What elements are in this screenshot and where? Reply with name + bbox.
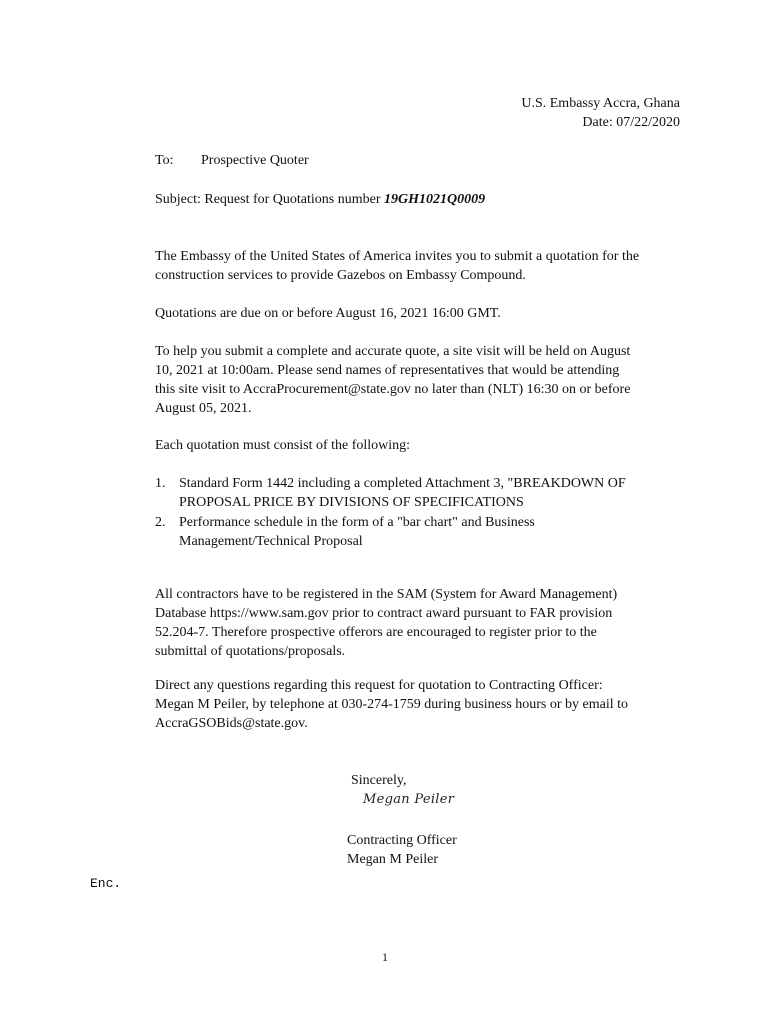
paragraph-line: Quotations are due on or before August 16, 2021 16:00 GMT. [155, 306, 501, 321]
list-line: PROPOSAL PRICE BY DIVISIONS OF SPECIFICATIONS [179, 495, 524, 510]
requirements-list [155, 474, 685, 551]
rfq-number: 19GH1021Q0009 [384, 192, 486, 207]
paragraph-line: All contractors have to be registered in the SAM (System for Award Management) [155, 587, 618, 602]
list-line: Standard Form 1442 including a completed Attachment 3, "BREAKDOWN OF [179, 476, 626, 491]
paragraph-line: August 05, 2021. [155, 401, 252, 416]
enclosure-note: Enc. [90, 876, 122, 891]
paragraph-line: The Embassy of the United States of America invites you to submit a quotation for the [155, 249, 640, 264]
invite-paragraph [155, 247, 685, 285]
signature: Megan Peiler [363, 792, 455, 807]
paragraph-line: this site visit to AccraProcurement@state.gov no later than (NLT) 16:30 on or before [155, 382, 631, 397]
paragraph-line: Megan M Peiler, by telephone at 030-274-1759 during business hours or by email to [155, 697, 629, 712]
list-number: 2. [155, 515, 166, 530]
consist-paragraph [155, 436, 685, 455]
to-label: To: [155, 153, 174, 168]
sam-paragraph [155, 585, 685, 661]
paragraph-line: Each quotation must consist of the following: [155, 438, 411, 453]
list-item [155, 513, 685, 551]
salutation: Sincerely, [351, 773, 407, 788]
paragraph-line: To help you submit a complete and accurate quote, a site visit will be held on August [155, 344, 631, 359]
paragraph-line: construction services to provide Gazebos on Embassy Compound. [155, 268, 526, 283]
questions-paragraph [155, 676, 685, 733]
list-item [155, 474, 685, 512]
paragraph-line: submittal of quotations/proposals. [155, 644, 346, 659]
list-number: 1. [155, 476, 166, 491]
paragraph-line: Database https://www.sam.gov prior to contract award pursuant to FAR provision [155, 606, 613, 621]
list-line: Performance schedule in the form of a "bar chart" and Business [179, 515, 535, 530]
paragraph-line: 52.204-7. Therefore prospective offerors are encouraged to register prior to the [155, 625, 597, 640]
signer-title: Contracting Officer [347, 833, 457, 848]
paragraph-line: AccraGSOBids@state.gov. [155, 716, 308, 731]
to-value: Prospective Quoter [201, 153, 309, 168]
sender-location: U.S. Embassy Accra, Ghana [521, 96, 680, 111]
list-line: Management/Technical Proposal [179, 534, 363, 549]
subject-line [155, 190, 485, 209]
letter-date: Date: 07/22/2020 [582, 115, 680, 130]
subject-prefix: Subject: Request for Quotations number [155, 192, 385, 207]
paragraph-line: 10, 2021 at 10:00am. Please send names of representatives that would be attending [155, 363, 620, 378]
paragraph-line: Direct any questions regarding this request for quotation to Contracting Officer: [155, 678, 603, 693]
site-visit-paragraph [155, 342, 685, 418]
due-paragraph [155, 304, 685, 323]
page-number: 1 [382, 950, 388, 964]
signer-name: Megan M Peiler [347, 852, 438, 867]
